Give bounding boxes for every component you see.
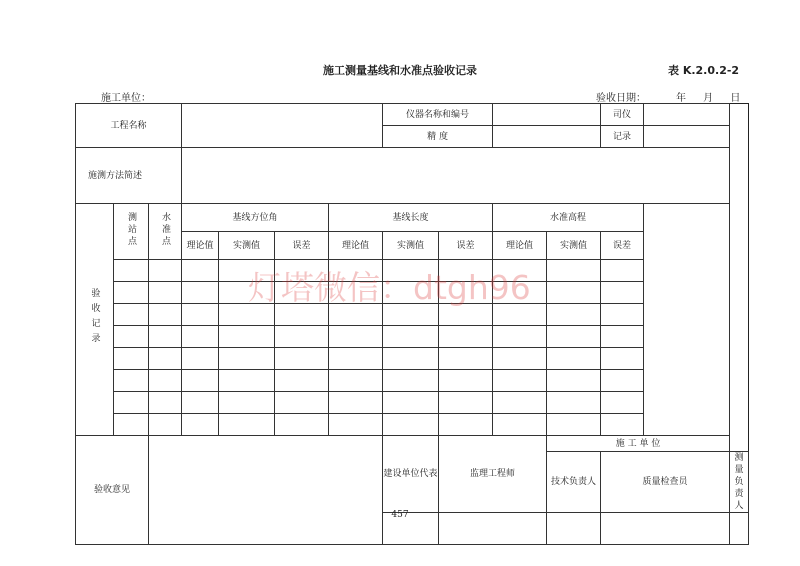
elevation-header: 水准高程 — [493, 204, 644, 232]
form-title: 施工测量基线和水准点验收记录 — [323, 64, 477, 77]
recorder-value[interactable] — [644, 126, 730, 148]
quality-inspector-label: 质量检查员 — [601, 452, 730, 513]
length-error: 误差 — [439, 232, 493, 260]
acceptance-date-label: 验收日期： — [596, 93, 646, 104]
length-header: 基线长度 — [329, 204, 493, 232]
project-name-label: 工程名称 — [76, 104, 182, 148]
supervisor-label: 监理工程师 — [439, 436, 547, 513]
station-header: 测站点 — [114, 204, 149, 260]
tech-lead-label: 技术负责人 — [547, 452, 601, 513]
azimuth-theory: 理论值 — [182, 232, 219, 260]
azimuth-measured: 实测值 — [219, 232, 275, 260]
survey-lead-label: 测量负责人 — [730, 452, 749, 513]
owner-rep-label: 建设单位代表 — [383, 436, 439, 513]
instrument-label: 仪器名称和编号 — [383, 104, 493, 126]
length-theory: 理论值 — [329, 232, 383, 260]
operator-label: 司仪 — [601, 104, 644, 126]
date-parts: 年 月 日 — [676, 93, 741, 104]
opinion-value[interactable] — [149, 436, 383, 545]
opinion-label: 验收意见 — [76, 436, 149, 545]
section-label: 验收记录 — [76, 204, 114, 436]
precision-value[interactable] — [493, 126, 601, 148]
page-number: 457 — [391, 510, 409, 520]
method-value[interactable] — [182, 148, 730, 204]
precision-label: 精 度 — [383, 126, 493, 148]
elevation-measured: 实测值 — [547, 232, 601, 260]
instrument-value[interactable] — [493, 104, 601, 126]
benchmark-header: 水准点 — [149, 204, 182, 260]
elevation-error: 误差 — [601, 232, 644, 260]
watermark: 灯塔微信：dtgh96 — [248, 268, 531, 307]
azimuth-error: 误差 — [275, 232, 329, 260]
azimuth-header: 基线方位角 — [182, 204, 329, 232]
construction-unit-label: 施工单位： — [101, 93, 151, 104]
project-name-value[interactable] — [182, 104, 383, 148]
construction-unit-header: 施 工 单 位 — [547, 436, 730, 452]
elevation-theory: 理论值 — [493, 232, 547, 260]
length-measured: 实测值 — [383, 232, 439, 260]
right-blank — [644, 204, 730, 436]
acceptance-record-table — [75, 103, 749, 545]
method-label: 施测方法简述 — [76, 148, 182, 204]
form-code: 表 K.2.0.2-2 — [668, 64, 740, 77]
recorder-label: 记录 — [601, 126, 644, 148]
operator-value[interactable] — [644, 104, 730, 126]
